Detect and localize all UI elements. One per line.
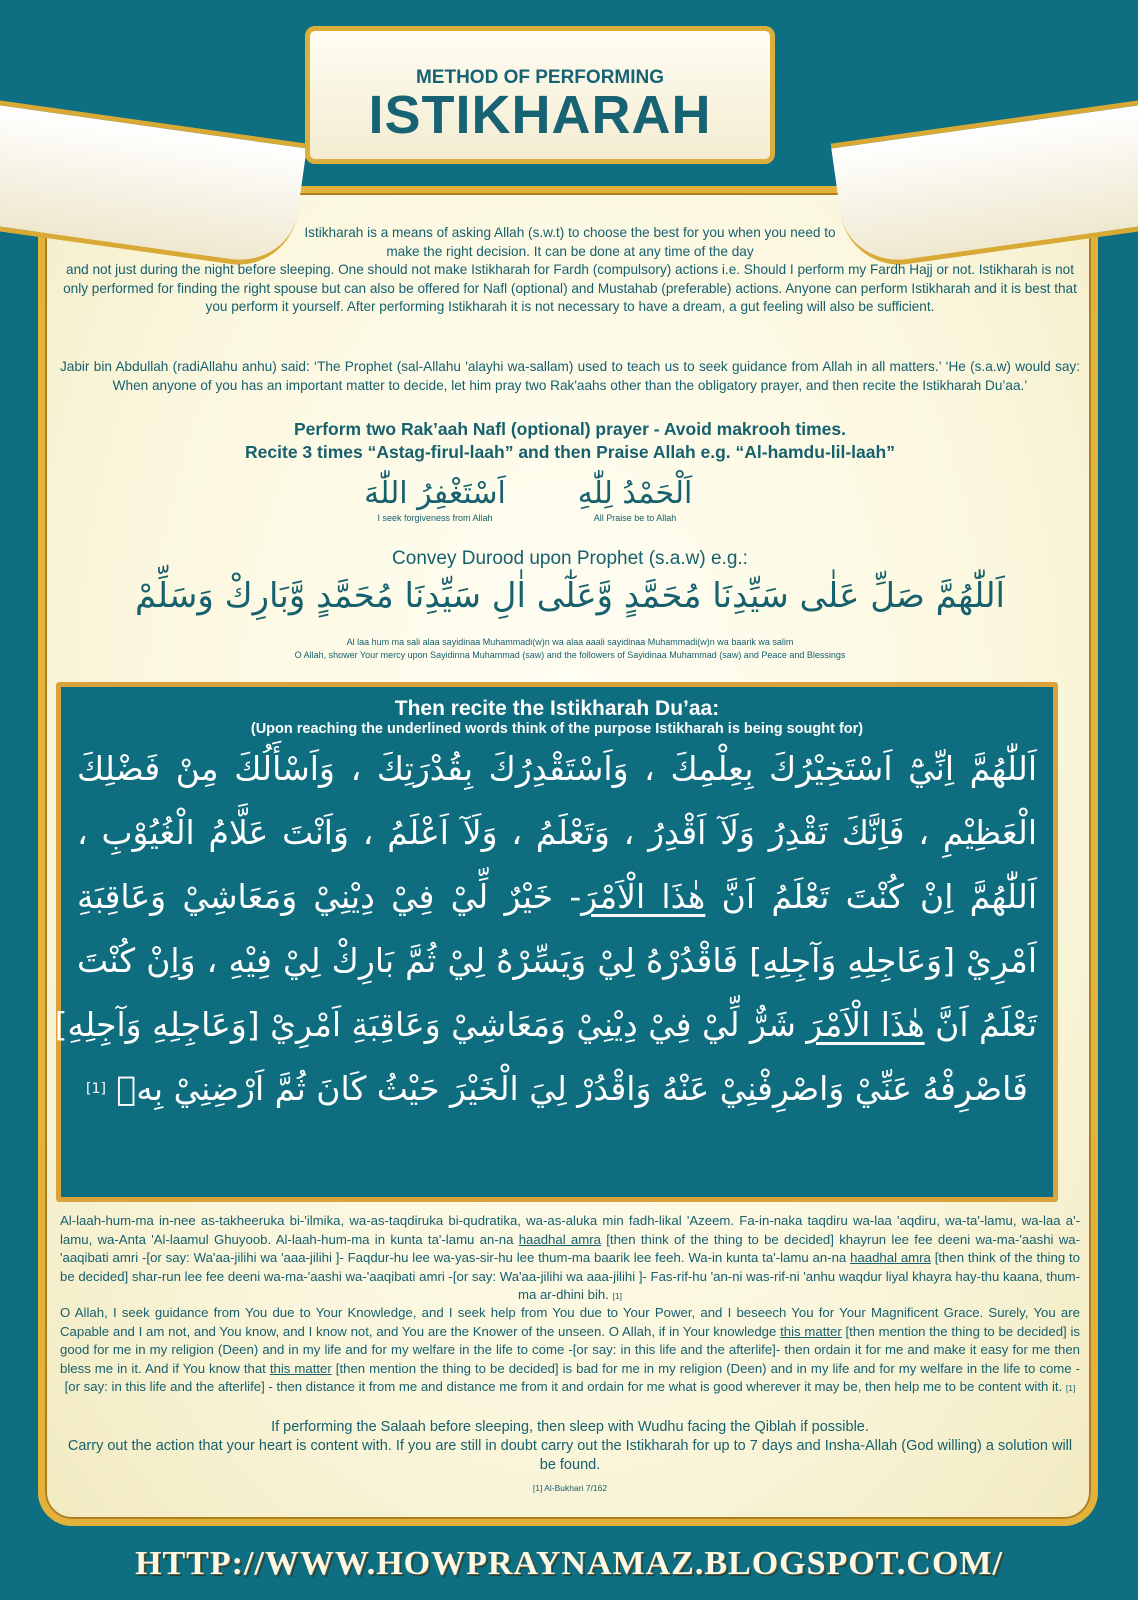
phrase-arabic: اَلْحَمْدُ لِلّٰهِ <box>577 476 693 511</box>
dua-line: الْعَظِيْمِ ، فَاِنَّكَ تَقْدِرُ وَلَآ اَقْدِرُ ، وَتَعْلَمُ ، وَلَآ اَعْلَمُ ، وَاَنْتَ عَلَّامُ الْغُيُوْبِ ، <box>77 813 1037 852</box>
instruction-line1: Perform two Rak’aah Nafl (optional) prayer - Avoid makrooh times. <box>293 419 846 439</box>
dua-line <box>77 865 1037 929</box>
durood-transliteration: Al laa hum ma sali alaa sayidinaa Muhammadi(w)n wa alaa aaali sayidinaa Muhammadi(w)n wa baarik wa salim <box>346 637 794 647</box>
website-url: HTTP://WWW.HOWPRAYNAMAZ.BLOGSPOT.COM/ <box>135 1545 1003 1582</box>
phrase-alhamdulillah <box>550 476 720 523</box>
footnote: [1] Al-Bukhari 7/162 <box>532 1483 608 1493</box>
title-banner <box>305 26 775 164</box>
dua-heading: Then recite the Istikharah Du’aa: <box>394 697 720 720</box>
dua-arabic <box>54 737 1053 1121</box>
dua-line <box>77 1057 1037 1121</box>
text-segment: Al-laah-hum-ma in-nee as-takheeruka bi-'ilmika, wa-as-taqdiruka bi-qudratika, wa-as-aluka min fadh-likal 'Azeem. Fa-in-naka taqdiru wa-laa 'aqdiru, wa-ta'-lamu, wa-laa a'-lamu, wa-Anta 'Al-laamul Ghuyoob. Al-laah-hum-ma in kunta ta'-lamu an-na <box>60 1213 1080 1247</box>
underlined-text: this matter <box>269 1360 332 1376</box>
underlined-text: haadhal amra <box>518 1231 601 1247</box>
durood-translation: O Allah, shower Your mercy upon Sayidinna Muhammad (saw) and the followers of Sayidinaa Muhammad (saw) and Peace and Blessings <box>294 650 846 660</box>
text-segment: [then think of the thing to be decided] shar-run lee fee deeni wa-ma-'aashi wa-'aaqibati amri -[or say: Wa'aa-jilihi wa aaa-jilihi ]- Fas-rif-hu 'an-ni was-rif-ni 'anhu waqdur liyal khayra hay-thu kaana, thum-ma ar-dhini bih. <box>60 1250 1080 1302</box>
dua-text: فَاصْرِفْهُ عَنِّيْ وَاصْرِفْنِيْ عَنْهُ وَاقْدُرْ لِيَ الْخَيْرَ حَيْثُ كَانَ ثُمَّ اَرْضِنِيْ بِهٖ <box>116 1069 1028 1108</box>
dua-text: شَرٌّ لِّيْ فِيْ دِيْنِيْ وَمَعَاشِيْ وَعَاقِبَةِ اَمْرِيْ [وَعَاجِلِهِ وَآجِلِهِ] <box>54 1005 807 1044</box>
instructions <box>60 418 1080 464</box>
reference-marker: [1] <box>612 1291 622 1301</box>
durood-heading: Convey Durood upon Prophet (s.a.w) e.g.: <box>392 548 748 569</box>
text-segment: [then mention the thing to be decided] is good for me in my religion (Deen) and in my life and for my welfare in the life to come -[or say: in this life and the afterlife]- then ordain it for me and make it easy for me then bless me in it. And if You know that <box>60 1323 1080 1376</box>
closing-notes <box>60 1418 1080 1475</box>
banner-title: ISTIKHARAH <box>368 85 712 145</box>
arabic-phrases <box>60 476 1080 546</box>
phrase-astaghfirullah <box>350 476 520 523</box>
durood-translit-block <box>60 636 1080 662</box>
hadith-paragraph: Jabir bin Abdullah (radiAllahu anhu) said: ‘The Prophet (sal-Allahu 'alayhi wa-sallam) used to teach us to seek guidance from Allah in all matters.’ ‘He (s.a.w) would say: When anyone of you has an important matter to decide, let him pray two Rak'aahs other than the obligatory prayer, and then recite the Istikharah Du’aa.’ <box>60 359 1080 393</box>
banner-subtitle: METHOD OF PERFORMING <box>415 67 665 88</box>
text-segment: [then think of the thing to be decided] khayrun lee fee deeni wa-ma-'aashi wa-'aaqibati amri -[or say: Wa'aa-jilihi wa 'aaa-jilihi ]- Faqdur-hu lee wa-yas-sir-hu lee thum-ma baarik lee feeh. Wa-in kunta ta'-lamu an-na <box>60 1231 1080 1265</box>
phrase-translation: All Praise be to Allah <box>593 513 677 523</box>
closing-line1: If performing the Salaah before sleeping, then sleep with Wudhu facing the Qiblah if possible. <box>271 1419 869 1435</box>
dua-text: اَللّٰهُمَّ اِنْ كُنْتَ تَعْلَمُ اَنَّ <box>705 877 1037 916</box>
transliteration-paragraph <box>60 1212 1080 1306</box>
translation-paragraph <box>60 1304 1080 1398</box>
dua-line <box>54 993 1037 1057</box>
intro-paragraph <box>60 224 1080 317</box>
intro-line1: Istikharah is a means of asking Allah (s.w.t) to choose the best for you when you need to make the right decision. It can be done at any time of the day <box>304 225 836 259</box>
reference-marker: [1] <box>1065 1383 1076 1393</box>
dua-line: اَمْرِيْ [وَعَاجِلِهِ وَآجِلِهِ] فَاقْدُرْهُ لِيْ وَيَسِّرْهُ لِيْ ثُمَّ بَارِكْ لِيْ فِيْهِ ، وَاِنْ كُنْتَ <box>77 941 1037 980</box>
underlined-text: haadhal amra <box>850 1250 931 1265</box>
dua-reference: [1] <box>86 1081 106 1097</box>
dua-subheading: (Upon reaching the underlined words think of the purpose Istikharah is being sought for) <box>250 721 864 737</box>
instruction-line2: Recite 3 times “Astag-firul-laah” and then Praise Allah e.g. “Al-hamdu-lil-laah” <box>245 442 895 462</box>
dua-box <box>56 682 1058 1202</box>
dua-text: - خَيْرٌ لِّيْ فِيْ دِيْنِيْ وَمَعَاشِيْ وَعَاقِبَةِ <box>77 877 582 916</box>
dua-underlined-matter: هٰذَا الْاَمْرَ <box>581 877 706 916</box>
closing-line2: Carry out the action that your heart is content with. If you are still in doubt carry out the Istikharah for up to 7 days and Insha-Allah (God willing) a solution will be found. <box>67 1438 1073 1473</box>
phrase-arabic: اَسْتَغْفِرُ اللّٰهَ <box>364 476 506 511</box>
intro-rest: and not just during the night before sleeping. One should not make Istikharah for Fardh (compulsory) actions i.e. Should I perform my Fardh Hajj or not. Istikharah is not only performed for finding the right spouse but can also be offered for Nafl (optional) and Mustahab (preferable) actions. Anyone can perform Istikharah and it is best that you perform it yourself. After performing Istikharah it is not necessary to have a dream, a gut feeling will also be sufficient. <box>63 262 1077 314</box>
dua-underlined-matter: هٰذَا الْاَمْرَ <box>806 1005 925 1044</box>
durood-arabic: اَللّٰهُمَّ صَلِّ عَلٰى سَيِّدِنَا مُحَمَّدٍ وَّعَلٰٓى اٰلِ سَيِّدِنَا مُحَمَّدٍ وَّبَارِكْ وَسَلِّمْ <box>134 576 1006 616</box>
dua-line: اَللّٰهُمَّ اِنِّيْٓ اَسْتَخِيْرُكَ بِعِلْمِكَ ، وَاَسْتَقْدِرُكَ بِقُدْرَتِكَ ، وَاَسْأَلُكَ مِنْ فَضْلِكَ <box>77 749 1037 788</box>
text-segment: [then mention the thing to be decided] is bad for me in my religion (Deen) and in my life and for my welfare in the life to come - [or say: in this life and the afterlife] - then distance it from me and distance me from it and ordain for me what is good wherever it may be, then help me to be content with it. <box>64 1360 1081 1394</box>
text-segment: O Allah, I seek guidance from You due to Your Knowledge, and I seek help from You due to Your Power, and I beseech You for Your Magnificent Grace. Surely, You are Capable and I am not, and You know, and I know not, and You are the Knower of the unseen. O Allah, if in Your knowledge <box>60 1305 1080 1339</box>
dua-text: تَعْلَمُ اَنَّ <box>924 1005 1037 1044</box>
phrase-translation: I seek forgiveness from Allah <box>377 513 493 523</box>
underlined-text: this matter <box>780 1323 842 1339</box>
